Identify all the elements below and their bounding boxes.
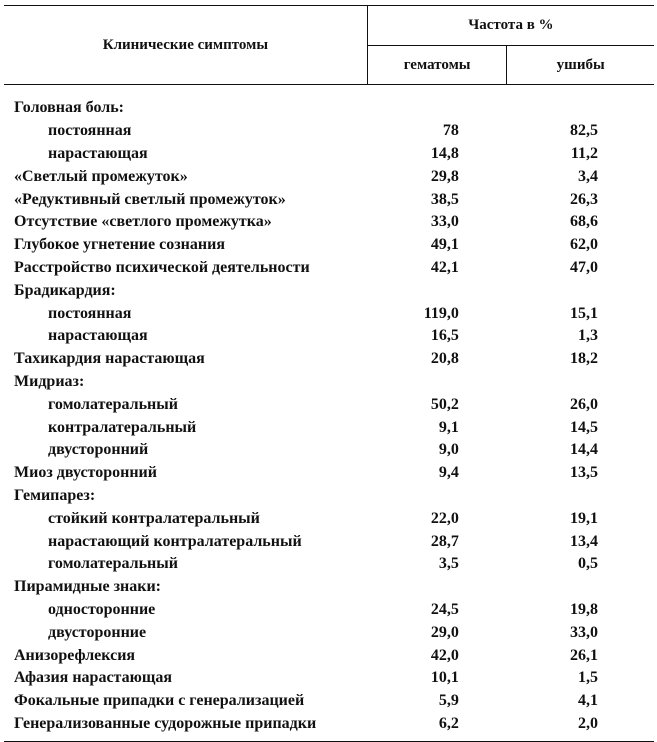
value-hematomas: 42,0 [430, 646, 459, 664]
symptom-name: Миоз двусторонний [14, 464, 157, 482]
symptoms-frequency-table [4, 5, 654, 742]
table-row [4, 439, 654, 462]
table-row [4, 644, 654, 667]
header-symptoms: Клинические симптомы [4, 6, 367, 85]
symptom-name: Головная боль: [14, 99, 124, 117]
value-hematomas: 9,1 [438, 418, 459, 436]
value-hematomas: 6,2 [438, 714, 459, 732]
value-hematomas: 3,5 [438, 555, 459, 573]
header-hematomas: гематомы [367, 46, 507, 85]
symptom-name: Гемипарез: [14, 486, 96, 504]
value-contusions: 4,1 [578, 692, 598, 710]
value-hematomas: 38,5 [430, 190, 459, 208]
symptom-name: «Светлый промежуток» [14, 167, 188, 185]
symptom-subitem: нарастающая [48, 144, 148, 162]
symptom-subitem: контралатеральный [48, 418, 197, 436]
symptom-subitem: нарастающий контралатеральный [48, 532, 302, 550]
table-body [4, 85, 654, 736]
value-contusions: 82,5 [570, 122, 598, 140]
table-row [4, 576, 654, 599]
value-contusions: 26,3 [570, 190, 598, 208]
table-row [4, 393, 654, 416]
value-contusions: 26,0 [570, 395, 598, 413]
table-row [4, 416, 654, 439]
symptom-subitem: гомолатеральный [48, 395, 178, 413]
symptom-subitem: нарастающая [48, 327, 148, 345]
symptom-subitem: стойкий контралатеральный [48, 509, 260, 527]
table-row [4, 485, 654, 508]
symptom-name: Тахикардия нарастающая [14, 350, 205, 368]
value-contusions [507, 485, 654, 508]
value-contusions: 19,1 [570, 509, 598, 527]
table-row [4, 371, 654, 394]
value-hematomas: 22,0 [430, 509, 459, 527]
value-contusions: 14,5 [570, 418, 598, 436]
symptom-name: Расстройство психической деятельности [14, 258, 310, 276]
symptom-name: Фокальные припадки с генерализацией [14, 692, 305, 710]
symptom-name: Глубокое угнетение сознания [14, 236, 225, 254]
table-row [4, 348, 654, 371]
value-contusions [507, 576, 654, 599]
value-contusions: 15,1 [570, 304, 598, 322]
value-hematomas: 29,0 [430, 623, 459, 641]
table-row [4, 325, 654, 348]
value-hematomas: 28,7 [430, 532, 459, 550]
table-row [4, 143, 654, 166]
table-row [4, 621, 654, 644]
table-row [4, 507, 654, 530]
value-contusions: 3,4 [578, 167, 598, 185]
value-contusions: 13,4 [570, 532, 598, 550]
value-hematomas: 10,1 [430, 669, 459, 687]
value-hematomas: 50,2 [430, 395, 459, 413]
value-hematomas [367, 485, 507, 508]
symptom-name: Анизорефлексия [14, 646, 136, 664]
value-hematomas: 24,5 [430, 600, 459, 618]
table-bottom-rule [4, 735, 654, 742]
symptom-subitem: односторонние [48, 600, 156, 618]
symptom-subitem: гомолатеральный [48, 555, 178, 573]
table-row [4, 85, 654, 120]
value-contusions [507, 371, 654, 394]
symptom-name: Генерализованные судорожные припадки [14, 714, 317, 732]
table-row [4, 165, 654, 188]
value-contusions [507, 279, 654, 302]
value-hematomas: 119,0 [423, 304, 459, 322]
value-contusions: 19,8 [570, 600, 598, 618]
value-contusions: 11,2 [570, 144, 598, 162]
table-row [4, 667, 654, 690]
header-contusions: ушибы [507, 46, 654, 85]
value-hematomas [367, 576, 507, 599]
value-contusions: 14,4 [570, 441, 598, 459]
value-hematomas [367, 371, 507, 394]
symptom-subitem: постоянная [48, 122, 132, 140]
value-hematomas: 14,8 [430, 144, 459, 162]
table-row [4, 211, 654, 234]
symptom-subitem: постоянная [48, 304, 132, 322]
symptom-name: «Редуктивный светлый промежуток» [14, 190, 286, 208]
table-row [4, 120, 654, 143]
value-hematomas [367, 279, 507, 302]
value-contusions: 47,0 [570, 258, 598, 276]
value-hematomas: 9,0 [438, 441, 459, 459]
symptom-name: Афазия нарастающая [14, 669, 172, 687]
table-row [4, 279, 654, 302]
value-contusions: 13,5 [570, 464, 598, 482]
value-contusions: 18,2 [570, 350, 598, 368]
header-frequency: Частота в % [367, 6, 654, 46]
table-row [4, 599, 654, 622]
value-hematomas: 9,4 [438, 464, 459, 482]
value-contusions: 26,1 [570, 646, 598, 664]
value-hematomas: 20,8 [430, 350, 459, 368]
table-row [4, 257, 654, 280]
value-contusions [507, 85, 654, 120]
symptom-name: Пирамидные знаки: [14, 578, 161, 596]
value-hematomas: 42,1 [430, 258, 459, 276]
value-contusions: 1,5 [578, 669, 598, 687]
value-contusions: 62,0 [570, 236, 598, 254]
value-contusions: 0,5 [578, 555, 598, 573]
symptom-name: Брадикардия: [14, 281, 116, 299]
table-row [4, 188, 654, 211]
table-row [4, 690, 654, 713]
table-row [4, 302, 654, 325]
value-hematomas: 29,8 [430, 167, 459, 185]
value-contusions: 2,0 [578, 714, 598, 732]
table-row [4, 234, 654, 257]
symptom-subitem: двусторонние [48, 623, 147, 641]
value-contusions: 1,3 [578, 327, 598, 345]
value-contusions: 68,6 [570, 213, 598, 231]
table-row [4, 553, 654, 576]
value-contusions: 33,0 [570, 623, 598, 641]
symptom-name: Мидриаз: [14, 372, 85, 390]
value-hematomas: 33,0 [430, 213, 459, 231]
value-hematomas: 16,5 [430, 327, 459, 345]
value-hematomas: 5,9 [438, 692, 459, 710]
symptom-name: Отсутствие «светлого промежутка» [14, 213, 272, 231]
value-hematomas: 78 [442, 122, 459, 140]
value-hematomas: 49,1 [430, 236, 459, 254]
table-row [4, 462, 654, 485]
value-hematomas [367, 85, 507, 120]
table-row [4, 530, 654, 553]
symptom-subitem: двусторонний [48, 441, 149, 459]
